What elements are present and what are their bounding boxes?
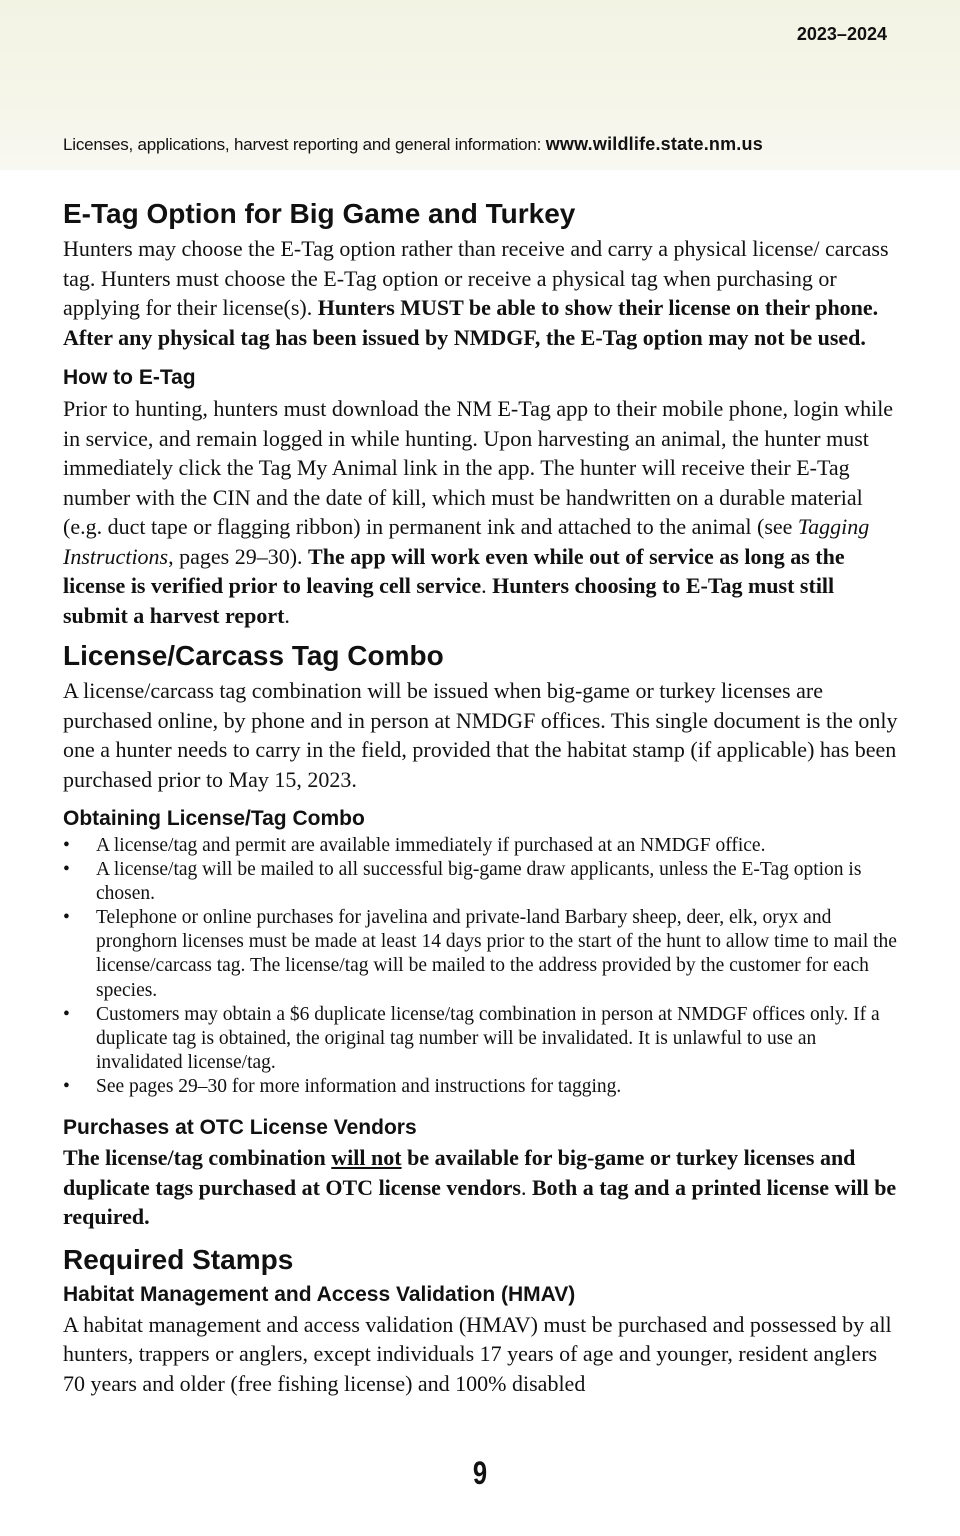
header-info-text: Licenses, applications, harvest reporting and general information:: [63, 135, 546, 154]
otc-will-not: will not: [331, 1145, 402, 1171]
otc-text-1: The license/tag combination: [63, 1145, 332, 1171]
list-item-text: Customers may obtain a $6 duplicate license/tag combination in person at NMDGF offices only. If a duplicate tag is obtained, the original tag number will be invalidated. It is unlawful to use an invalidated license/tag.: [96, 1003, 880, 1073]
etag-section-title: E-Tag Option for Big Game and Turkey: [63, 198, 576, 229]
how-end: .: [284, 602, 290, 628]
list-item-text: Telephone or online purchases for javelina and private-land Barbary sheep, deer, elk, oryx and pronghorn licenses must be made at least 14 days prior to the start of the hunt to allow time to mail the license/carcass tag. The license/tag will be mailed to the address provided by the customer for each species.: [96, 907, 897, 1001]
bullet: •: [63, 1075, 70, 1097]
etag-intro-text: Hunters may choose the E-Tag option rather than receive and carry a physical license/ carcass tag. Hunters must choose the E-Tag option or receive a physical tag when purchasing or applying for their license(s).: [63, 236, 889, 320]
how-bold-1: The app will work even while out of service as long as the license is verified prior to leaving cell service: [63, 543, 845, 598]
list-item-text: A license/tag will be mailed to all successful big-game draw applicants, unless the E-Tag option is chosen.: [96, 859, 862, 905]
how-to-etag-paragraph: [63, 394, 903, 630]
etag-intro-bold: Hunters MUST be able to show their license on their phone. After any physical tag has been issued by NMDGF, the E-Tag option may not be used.: [63, 295, 879, 350]
otc-paragraph: [63, 1143, 903, 1232]
list-item-text: See pages 29–30 for more information and instructions for tagging.: [96, 1075, 622, 1097]
list-item: [63, 1003, 903, 1075]
bullet: •: [63, 859, 70, 881]
edition-year: 2023–2024: [796, 24, 887, 44]
list-item: [63, 834, 903, 858]
how-sep: .: [481, 573, 493, 598]
how-to-etag-title: How to E-Tag: [63, 366, 196, 389]
how-text-2: , pages 29–30).: [168, 543, 309, 569]
how-text-1: Prior to hunting, hunters must download the NM E-Tag app to their mobile phone, login while in service, and remain logged in while hunting. Upon harvesting an animal, the hunter must immediately click the Tag My Animal link in the app. The hunter will receive their E-Tag number with the CIN and the date of kill, which must be handwritten on a durable material (e.g. duct tape or flagging ribbon) in permanent ink and attached to the animal (see: [63, 396, 894, 539]
list-item: [63, 858, 903, 906]
list-item: [63, 1075, 903, 1099]
etag-intro-paragraph: [63, 234, 903, 352]
page-number: 9: [472, 1455, 488, 1491]
list-item-text: A license/tag and permit are available immediately if purchased at an NMDGF office.: [96, 835, 766, 856]
page-content: [63, 194, 903, 1398]
hmav-paragraph: A habitat management and access validation (HMAV) must be purchased and possessed by all hunters, trappers or anglers, except individuals 17 years of age and younger, resident anglers 70 years and older (free fishing license) and 100% disabled: [63, 1311, 892, 1396]
required-stamps-title: Required Stamps: [63, 1243, 294, 1275]
bullet: •: [63, 1003, 70, 1025]
bullet: •: [63, 835, 70, 856]
hmav-title: Habitat Management and Access Validation (HMAV): [63, 1282, 576, 1306]
obtaining-combo-title: Obtaining License/Tag Combo: [63, 807, 365, 830]
combo-section-title: License/Carcass Tag Combo: [63, 640, 444, 671]
otc-vendors-title: Purchases at OTC License Vendors: [63, 1116, 417, 1140]
combo-paragraph: A license/carcass tag combination will be issued when big-game or turkey licenses are purchased online, by phone and in person at NMDGF offices. This single document is the only one a hunter needs to carry in the field, provided that the habitat stamp (if applicable) has been purchased prior to May 15, 2023.: [63, 678, 898, 792]
list-item: [63, 906, 903, 1002]
tagging-instructions-ref: Tagging Instructions: [63, 514, 870, 569]
otc-text-2: be available for big-game or turkey licenses and duplicate tags purchased at OTC license vendors: [63, 1145, 856, 1200]
bullet: •: [63, 907, 70, 929]
website-link[interactable]: www.wildlife.state.nm.us: [545, 134, 763, 154]
otc-text-3: Both a tag and a printed license will be required.: [63, 1174, 897, 1230]
obtaining-combo-list: [63, 834, 903, 1099]
header-info-line: [63, 134, 763, 155]
how-bold-2: Hunters choosing to E-Tag must still submit a harvest report: [63, 573, 835, 628]
otc-sep: .: [520, 1174, 532, 1200]
